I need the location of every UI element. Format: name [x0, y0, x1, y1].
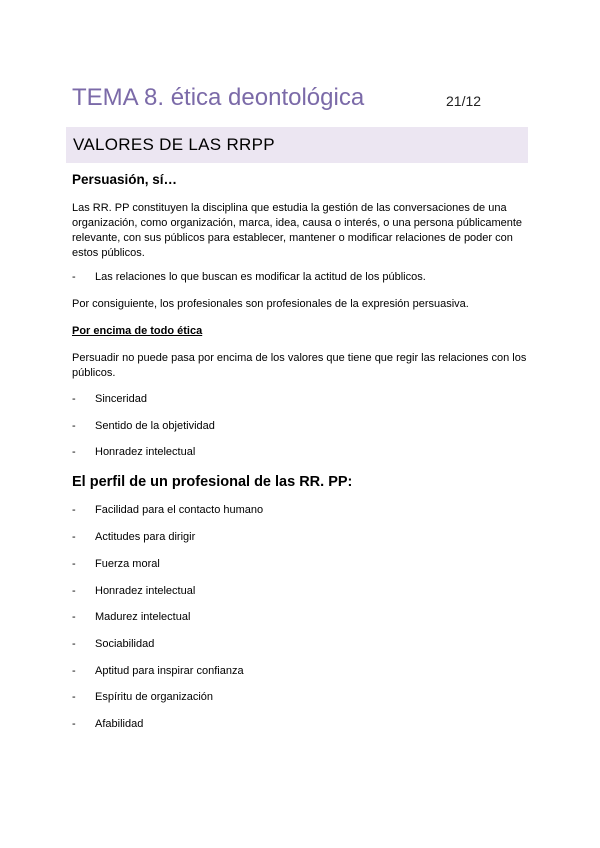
bullet-dash: -: [72, 420, 76, 432]
section-title: VALORES DE LAS RRPP: [73, 135, 275, 154]
list-item-text: Madurez intelectual: [95, 611, 191, 623]
bullet-dash: -: [72, 665, 76, 677]
profile-heading: El perfil de un profesional de las RR. PP:: [72, 474, 353, 490]
bullet-dash: -: [72, 611, 76, 623]
header: [72, 84, 492, 118]
bullet-dash: -: [72, 638, 76, 650]
bullet-dash: -: [72, 504, 76, 516]
list-item-text: Honradez intelectual: [95, 446, 196, 458]
bullet-dash: -: [72, 585, 76, 597]
list-item-text: Honradez intelectual: [95, 585, 196, 597]
list-item-text: Facilidad para el contacto humano: [95, 504, 264, 516]
list-item-text: Fuerza moral: [95, 558, 160, 570]
section-header: [66, 127, 528, 163]
bullet-dash: -: [72, 691, 76, 703]
list-item-text: Afabilidad: [95, 718, 144, 730]
persuasion-conclusion: Por consiguiente, los profesionales son profesionales de la expresión persuasiva.: [72, 298, 469, 310]
persuasion-heading: Persuasión, sí…: [72, 172, 178, 187]
list-item-text: Sociabilidad: [95, 638, 155, 650]
bullet-dash: -: [72, 531, 76, 543]
bullet-dash: -: [72, 718, 76, 730]
date-label: 21/12: [446, 93, 482, 109]
bullet-dash: -: [72, 393, 76, 405]
list-item-text: Las relaciones lo que buscan es modificar la actitud de los públicos.: [95, 271, 426, 283]
list-item-text: Sentido de la objetividad: [95, 420, 215, 432]
ethics-heading: Por encima de todo ética: [72, 325, 203, 337]
page-title: TEMA 8. ética deontológica: [72, 84, 365, 111]
list-item-text: Espíritu de organización: [95, 691, 214, 703]
list-item-text: Aptitud para inspirar confianza: [95, 665, 244, 677]
bullet-dash: -: [72, 271, 76, 283]
bullet-dash: -: [72, 446, 76, 458]
list-item-text: Sinceridad: [95, 393, 147, 405]
persuasion-paragraph: Las RR. PP constituyen la disciplina que estudia la gestión de las conversaciones de una organización, como organización, marca, idea, causa o interés, o una persona públicamente relevante, con sus públicos para establecer, mantener o modificar relaciones de poder con estos públicos.: [72, 202, 523, 259]
ethics-paragraph: Persuadir no puede pasa por encima de los valores que tiene que regir las relaciones con los públicos.: [72, 352, 527, 379]
bullet-dash: -: [72, 558, 76, 570]
list-item-text: Actitudes para dirigir: [95, 531, 196, 543]
